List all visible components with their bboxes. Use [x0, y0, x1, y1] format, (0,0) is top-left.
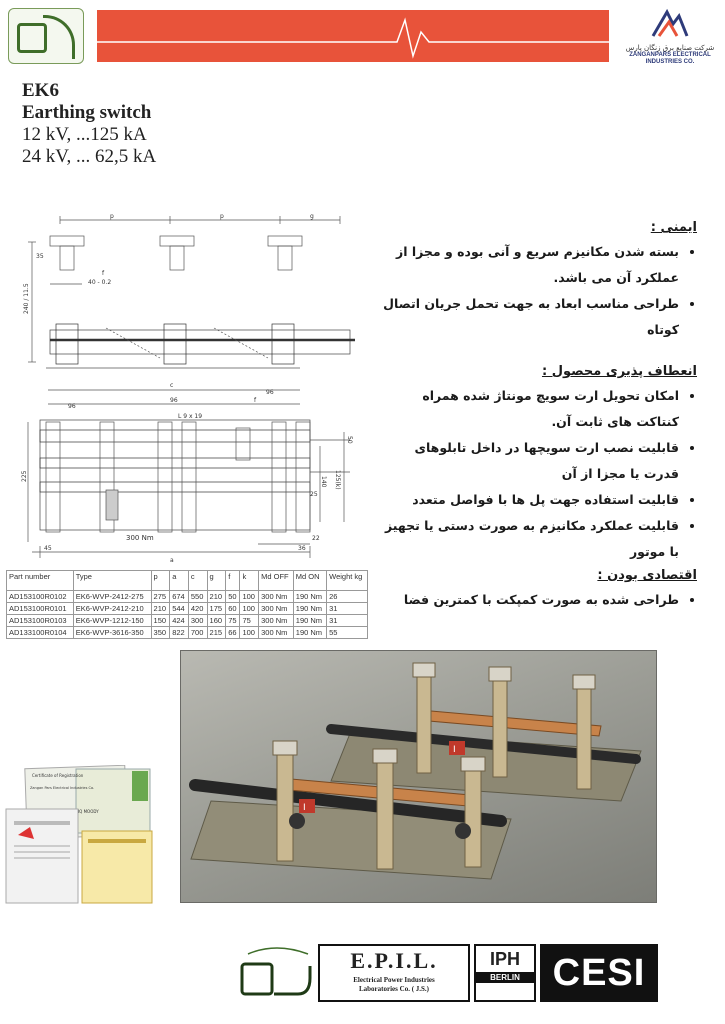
section-safety-heading: ایمنی :: [650, 220, 697, 235]
table-cell: AD133100R0104: [7, 627, 74, 639]
th-p: p: [151, 571, 170, 591]
epil-logo-main: E.P.I.L.: [350, 948, 438, 973]
table-cell: 210: [151, 603, 170, 615]
table-cell: 190 Nm: [293, 627, 326, 639]
product-title-block: [22, 80, 156, 168]
dim-p1: p: [110, 213, 114, 220]
dim-40: 40 - 0.2: [88, 279, 112, 286]
dim-45: 45: [44, 545, 52, 552]
table-cell: 544: [170, 603, 189, 615]
product-rating-24kv: 24 kV, ... 62,5 kA: [22, 146, 157, 167]
dim-140: 140: [320, 476, 327, 488]
product-photo: [180, 650, 657, 903]
table-cell: 50: [226, 591, 240, 603]
table-row: [7, 591, 368, 603]
table-cell: 150: [151, 615, 170, 627]
th-part-number: Part number: [7, 571, 74, 591]
cert-brand: IQ MOODY: [78, 809, 99, 814]
iph-logo: [474, 944, 536, 1002]
table-cell: 31: [327, 615, 368, 627]
product-model: EK6: [22, 80, 59, 101]
table-cell: 60: [226, 603, 240, 615]
table-cell: 215: [207, 627, 226, 639]
dim-96b: 96: [170, 397, 178, 404]
top-view-svg: [10, 382, 365, 566]
section-economy: [379, 568, 697, 613]
photo-label-front: I: [303, 803, 306, 813]
th-weight: Weight kg: [327, 571, 368, 591]
spec-table: [6, 570, 368, 639]
section-flexibility-heading: انعطاف پذیری محصول :: [541, 364, 697, 379]
logo-arc-shape: [43, 15, 75, 59]
table-cell: 550: [188, 591, 207, 603]
dim-225: 225: [21, 470, 28, 482]
table-cell: 55: [327, 627, 368, 639]
table-cell: 190 Nm: [293, 615, 326, 627]
side-view-svg: [10, 212, 365, 380]
zangan-logo-icon: [8, 8, 84, 64]
table-cell: EK6-WVP-2412-210: [73, 603, 151, 615]
table-cell: 822: [170, 627, 189, 639]
epil-logo: [318, 944, 470, 1002]
brand-block: [620, 8, 720, 68]
th-type: Type: [73, 571, 151, 591]
pulse-line-icon: [97, 10, 609, 62]
table-cell: EK6-WVP-3616-350: [73, 627, 151, 639]
table-cell: 75: [226, 615, 240, 627]
table-cell: 300 Nm: [259, 591, 294, 603]
table-cell: AD153100R0102: [7, 591, 74, 603]
table-cell: 100: [240, 603, 259, 615]
dim-36: 36: [298, 545, 306, 552]
dim-p2: p: [220, 213, 224, 220]
table-cell: 300: [188, 615, 207, 627]
table-cell: 300 Nm: [259, 615, 294, 627]
dim-22: 22: [312, 535, 320, 542]
dim-96c: 96: [266, 389, 274, 396]
dim-125: 125(k): [334, 470, 341, 490]
cesi-logo: CESI: [540, 944, 658, 1002]
dim-height: 240 / 11.5: [23, 283, 30, 314]
section-safety: [379, 220, 697, 343]
dim-25: 25: [310, 491, 318, 498]
list-item: • طراحی شده به صورت کمپکت با کمترین فضا: [379, 587, 679, 613]
dim-g: g: [310, 213, 314, 220]
table-cell: 75: [240, 615, 259, 627]
table-cell: 100: [240, 627, 259, 639]
table-cell: 66: [226, 627, 240, 639]
table-cell: 100: [240, 591, 259, 603]
table-cell: EK6-WVP-1212-150: [73, 615, 151, 627]
table-header-row: [7, 571, 368, 591]
zanganpars-logo-icon: [649, 8, 691, 40]
cert-title: Certificate of Registration: [32, 773, 84, 778]
table-row: [7, 615, 368, 627]
dim-96a: 96: [68, 403, 76, 410]
table-cell: EK6-WVP-2412-275: [73, 591, 151, 603]
list-item: • طراحی مناسب ابعاد به جهت تحمل جریان اتصال کوتاه: [379, 291, 679, 343]
th-f: f: [226, 571, 240, 591]
th-g: g: [207, 571, 226, 591]
th-md-off: Md OFF: [259, 571, 294, 591]
table-cell: 160: [207, 615, 226, 627]
zangan-footer-logo-icon: [238, 944, 314, 1002]
dim-c: c: [170, 382, 174, 389]
epil-logo-sub-2: Laboratories Co. ( J.S.): [359, 985, 429, 993]
table-cell: 190 Nm: [293, 603, 326, 615]
table-cell: 190 Nm: [293, 591, 326, 603]
table-cell: 275: [151, 591, 170, 603]
th-md-on: Md ON: [293, 571, 326, 591]
iph-logo-sub: BERLIN: [476, 972, 534, 983]
dim-slot: L 9 x 19: [178, 413, 203, 420]
zangan-mark-icon: [238, 944, 314, 1002]
table-cell: 31: [327, 603, 368, 615]
list-item: • قابلیت استفاده جهت پل ها با فواصل متعدد: [379, 487, 679, 513]
iph-logo-main: IPH: [489, 949, 520, 969]
certificate-images-icon: [4, 765, 154, 905]
table-cell: 175: [207, 603, 226, 615]
table-cell: 700: [188, 627, 207, 639]
product-rating-12kv: 12 kV, ...125 kA: [22, 124, 147, 145]
table-row: [7, 627, 368, 639]
brand-name-fa: شرکت صنایع برق زنگان پارس: [625, 44, 715, 52]
table-cell: 424: [170, 615, 189, 627]
section-economy-heading: اقتصادی بودن :: [597, 568, 697, 583]
dim-35: 35: [36, 253, 44, 260]
side-view-drawing: [10, 212, 365, 380]
list-item: • قابلیت عملکرد مکانیزم به صورت دستی یا تجهیز با موتور: [379, 513, 679, 565]
earthing-switch-photo-icon: [181, 651, 657, 903]
list-item: • بسته شدن مکانیزم سریع و آنی بوده و مجزا از عملکرد آن می باشد.: [379, 239, 679, 291]
table-cell: 300 Nm: [259, 603, 294, 615]
torque-label: 300 Nm: [126, 534, 154, 542]
footer-logos: [238, 944, 658, 1002]
brand-name-en-2: INDUSTRIES CO.: [645, 59, 695, 65]
header-red-bar: [97, 10, 609, 62]
table-row: [7, 603, 368, 615]
certificates-collage: [4, 765, 154, 905]
photo-label-back: I: [453, 745, 456, 755]
table-cell: AD153100R0101: [7, 603, 74, 615]
epil-logo-sub-1: Electrical Power Industries: [353, 976, 435, 984]
cert-company: Zangan Pars Electrical Industries Co.: [30, 786, 95, 790]
product-name: Earthing switch: [22, 102, 152, 123]
table-cell: 420: [188, 603, 207, 615]
table-cell: 26: [327, 591, 368, 603]
table-cell: 350: [151, 627, 170, 639]
table-cell: 674: [170, 591, 189, 603]
list-item: • قابلیت نصب ارت سویچها در داخل تابلوهای قدرت یا مجزا از آن: [379, 435, 679, 487]
dim-50: 50: [346, 436, 353, 444]
table-cell: AD153100R0103: [7, 615, 74, 627]
table-cell: 210: [207, 591, 226, 603]
brand-name-en-1: ZANGANPARS ELECTRICAL: [629, 52, 711, 58]
list-item: • امکان تحویل ارت سویچ مونتاژ شده همراه کنتاکت های ثابت آن.: [379, 383, 679, 435]
th-a: a: [170, 571, 189, 591]
section-flexibility: [379, 364, 697, 565]
th-k: k: [240, 571, 259, 591]
table-cell: 300 Nm: [259, 627, 294, 639]
top-view-drawing: [10, 382, 365, 566]
dim-a: a: [170, 557, 174, 564]
dim-f2: f: [254, 397, 257, 404]
dim-f: f: [102, 270, 105, 277]
th-c: c: [188, 571, 207, 591]
